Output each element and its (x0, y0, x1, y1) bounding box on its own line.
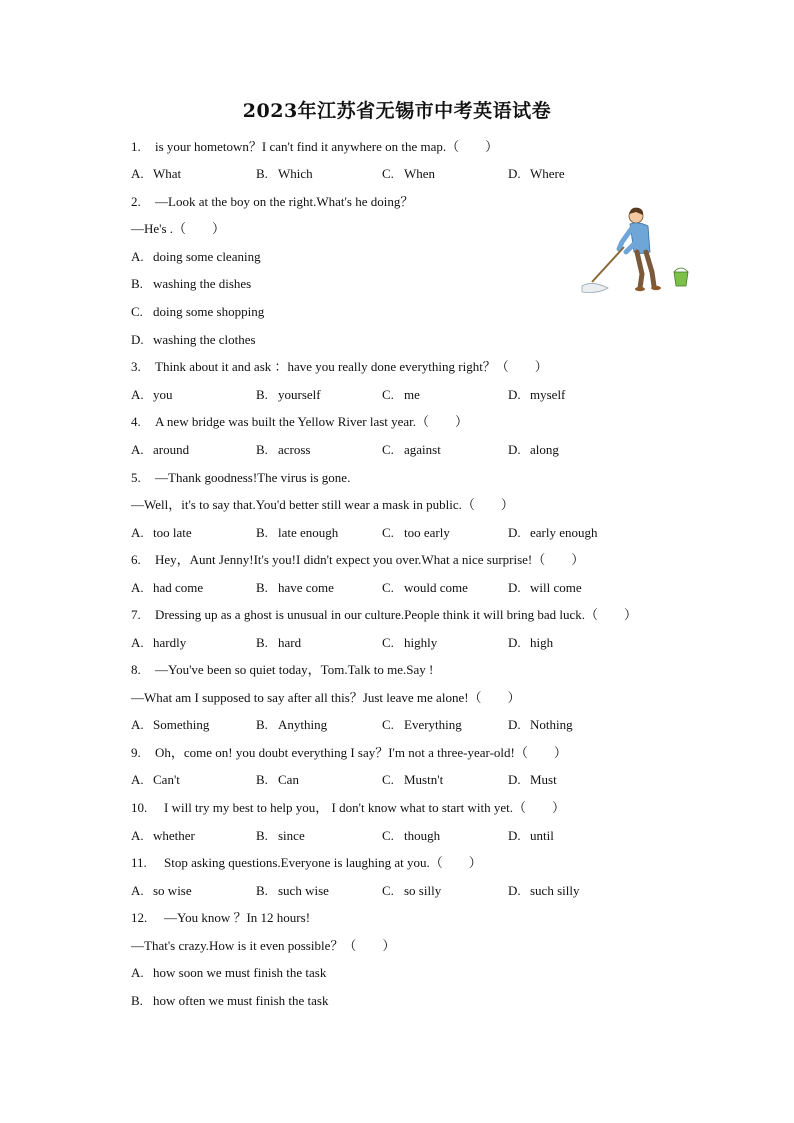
option-9-c[interactable]: C. Mustn't (382, 772, 444, 787)
question-stem: —Thank goodness!The virus is gone. (155, 470, 351, 485)
page-title: 2023年江苏省无锡市中考英语试卷 (242, 100, 552, 122)
question-2 (131, 194, 413, 210)
option-12-b[interactable]: B. how often we must finish the task (131, 993, 329, 1008)
option-7-b[interactable]: B. hard (256, 635, 302, 650)
question-stem: —You know ？In 12 hours! (164, 910, 311, 925)
option-2-c[interactable]: C. doing some shopping (131, 304, 265, 319)
question-stem: is your hometown？I can't find it anywhere on the map.（ ） (155, 139, 499, 154)
option-3-a[interactable]: A. you (131, 387, 173, 402)
option-3-d[interactable]: D. myself (508, 387, 566, 402)
question-12-reply: —That's crazy.How is it even possible？（ ） (131, 938, 396, 953)
question-4 (131, 414, 468, 430)
option-5-d[interactable]: D. early enough (508, 525, 598, 540)
question-10 (131, 800, 565, 816)
question-stem: —You've been so quiet today，Tom.Talk to me.Say ! (155, 662, 434, 677)
option-8-b[interactable]: B. Anything (256, 717, 328, 732)
question-number: 3. (131, 359, 141, 374)
question-stem: I will try my best to help you， I don't know what to start with yet.（ ） (164, 800, 565, 815)
option-6-d[interactable]: D. will come (508, 580, 582, 595)
question-stem: Oh，come on! you doubt everything I say？I'm not a three-year-old!（ ） (155, 745, 567, 760)
option-9-b[interactable]: B. Can (256, 772, 299, 787)
question-11 (131, 855, 482, 871)
option-7-d[interactable]: D. high (508, 635, 554, 650)
question-number: 1. (131, 139, 141, 154)
option-4-b[interactable]: B. across (256, 442, 311, 457)
question-stem: Hey，Aunt Jenny!It's you!I didn't expect you over.What a nice surprise!（ ） (155, 552, 585, 567)
option-11-d[interactable]: D. such silly (508, 883, 580, 898)
question-8 (131, 662, 433, 678)
question-number: 7. (131, 607, 141, 622)
option-12-a[interactable]: A. how soon we must finish the task (131, 965, 327, 980)
question-stem: A new bridge was built the Yellow River last year.（ ） (155, 414, 469, 429)
option-10-d[interactable]: D. until (508, 828, 554, 843)
option-8-c[interactable]: C. Everything (382, 717, 462, 732)
question-5-reply: —Well，it's to say that.You'd better still wear a mask in public.（ ） (131, 497, 514, 512)
option-9-a[interactable]: A. Can't (131, 772, 180, 787)
question-number: 9. (131, 745, 141, 760)
question-stem: —Look at the boy on the right.What's he doing？ (155, 194, 414, 209)
question-number: 11. (131, 855, 147, 870)
option-5-c[interactable]: C. too early (382, 525, 450, 540)
question-stem: Stop asking questions.Everyone is laughing at you.（ ） (164, 855, 482, 870)
option-8-d[interactable]: D. Nothing (508, 717, 573, 732)
question-number: 6. (131, 552, 141, 567)
option-8-a[interactable]: A. Something (131, 717, 210, 732)
question-number: 8. (131, 662, 141, 677)
option-4-c[interactable]: C. against (382, 442, 441, 457)
option-4-d[interactable]: D. along (508, 442, 559, 457)
question-8-reply: —What am I supposed to say after all this？Just leave me alone!（ ） (131, 690, 521, 705)
option-11-b[interactable]: B. such wise (256, 883, 329, 898)
question-number: 4. (131, 414, 141, 429)
option-6-c[interactable]: C. would come (382, 580, 468, 595)
question-stem: Think about it and ask ：have you really done everything right？（ ） (155, 359, 548, 374)
question-number: 2. (131, 194, 141, 209)
option-10-c[interactable]: C. though (382, 828, 441, 843)
question-7 (131, 607, 637, 623)
question-number: 5. (131, 470, 141, 485)
option-6-a[interactable]: A. had come (131, 580, 204, 595)
option-1-b[interactable]: B. Which (256, 166, 313, 181)
option-11-c[interactable]: C. so silly (382, 883, 442, 898)
option-5-b[interactable]: B. late enough (256, 525, 339, 540)
option-7-c[interactable]: C. highly (382, 635, 438, 650)
option-11-a[interactable]: A. so wise (131, 883, 192, 898)
question-number: 10. (131, 800, 148, 815)
option-5-a[interactable]: A. too late (131, 525, 192, 540)
option-6-b[interactable]: B. have come (256, 580, 334, 595)
option-7-a[interactable]: A. hardly (131, 635, 187, 650)
option-4-a[interactable]: A. around (131, 442, 190, 457)
option-9-d[interactable]: D. Must (508, 772, 557, 787)
option-2-b[interactable]: B. washing the dishes (131, 276, 252, 291)
option-1-a[interactable]: A. What (131, 166, 182, 181)
option-3-c[interactable]: C. me (382, 387, 420, 402)
option-10-a[interactable]: A. whether (131, 828, 195, 843)
boy-mopping-illustration (578, 202, 694, 298)
question-2-reply: —He's .（ ） (131, 221, 226, 236)
option-3-b[interactable]: B. yourself (256, 387, 321, 402)
question-number: 12. (131, 910, 148, 925)
question-9 (131, 745, 567, 761)
question-5 (131, 470, 350, 486)
question-12 (131, 910, 310, 926)
question-6 (131, 552, 584, 568)
option-1-d[interactable]: D. Where (508, 166, 565, 181)
question-3 (131, 359, 548, 375)
question-1 (131, 139, 498, 155)
question-stem: Dressing up as a ghost is unusual in our culture.People think it will bring bad luck.（ ） (155, 607, 638, 622)
option-10-b[interactable]: B. since (256, 828, 305, 843)
option-1-c[interactable]: C. When (382, 166, 436, 181)
option-2-a[interactable]: A. doing some cleaning (131, 249, 261, 264)
option-2-d[interactable]: D. washing the clothes (131, 332, 256, 347)
